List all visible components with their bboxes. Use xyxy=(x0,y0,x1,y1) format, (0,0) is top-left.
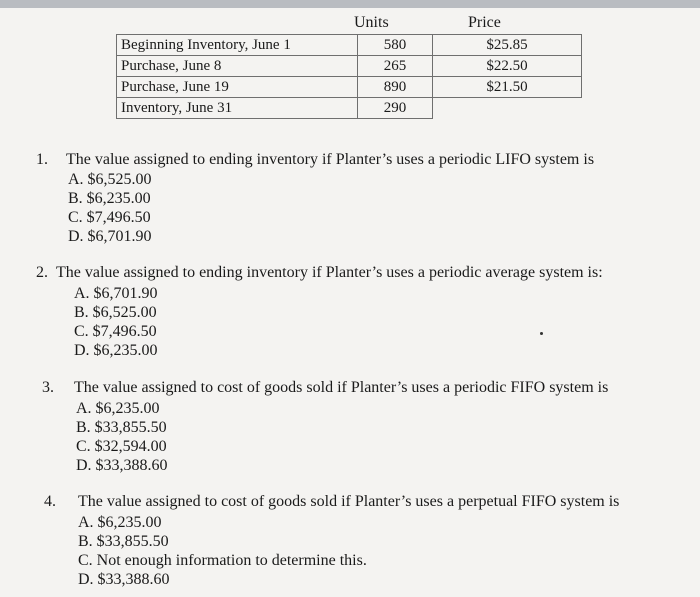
table-row xyxy=(117,77,582,98)
table-row xyxy=(117,98,582,119)
option-b: B. $6,235.00 xyxy=(68,190,151,207)
option-d: D. $33,388.60 xyxy=(78,571,170,588)
option-c: C. $32,594.00 xyxy=(76,438,167,455)
question-text: The value assigned to ending inventory if Planter’s uses a periodic average system is: xyxy=(56,264,603,281)
row-price: $22.50 xyxy=(433,56,582,77)
question-text: The value assigned to cost of goods sold if Planter’s uses a perpetual FIFO system is xyxy=(78,493,620,510)
row-units: 290 xyxy=(358,98,433,119)
row-units: 265 xyxy=(358,56,433,77)
row-price: $21.50 xyxy=(433,77,582,98)
question-number: 2. xyxy=(36,264,48,281)
question-number: 3. xyxy=(42,379,54,396)
table-row xyxy=(117,35,582,56)
row-price-empty xyxy=(433,98,582,119)
option-d: D. $6,701.90 xyxy=(68,228,152,245)
top-edge-bar xyxy=(0,0,700,8)
question-number: 1. xyxy=(36,151,48,168)
option-c: C. $7,496.50 xyxy=(68,209,151,226)
row-label: Purchase, June 19 xyxy=(117,77,358,98)
option-d: D. $6,235.00 xyxy=(74,342,158,359)
option-c: C. Not enough information to determine this. xyxy=(78,552,367,569)
table-row xyxy=(117,56,582,77)
option-b: B. $6,525.00 xyxy=(74,304,157,321)
question-text: The value assigned to ending inventory if Planter’s uses a periodic LIFO system is xyxy=(66,151,595,168)
row-units: 580 xyxy=(358,35,433,56)
option-b: B. $33,855.50 xyxy=(76,419,167,436)
row-label: Inventory, June 31 xyxy=(117,98,358,119)
option-b: B. $33,855.50 xyxy=(78,533,169,550)
option-a: A. $6,525.00 xyxy=(68,171,152,188)
option-a: A. $6,235.00 xyxy=(76,400,160,417)
stray-mark xyxy=(540,332,543,335)
option-c: C. $7,496.50 xyxy=(74,323,157,340)
units-header: Units xyxy=(354,14,389,31)
question-text: The value assigned to cost of goods sold if Planter’s uses a periodic FIFO system is xyxy=(74,379,609,396)
option-a: A. $6,701.90 xyxy=(74,285,158,302)
question-number: 4. xyxy=(44,493,56,510)
option-d: D. $33,388.60 xyxy=(76,457,168,474)
row-label: Beginning Inventory, June 1 xyxy=(117,35,358,56)
row-label: Purchase, June 8 xyxy=(117,56,358,77)
inventory-table xyxy=(116,34,582,119)
row-units: 890 xyxy=(358,77,433,98)
option-a: A. $6,235.00 xyxy=(78,514,162,531)
row-price: $25.85 xyxy=(433,35,582,56)
price-header: Price xyxy=(468,14,501,31)
